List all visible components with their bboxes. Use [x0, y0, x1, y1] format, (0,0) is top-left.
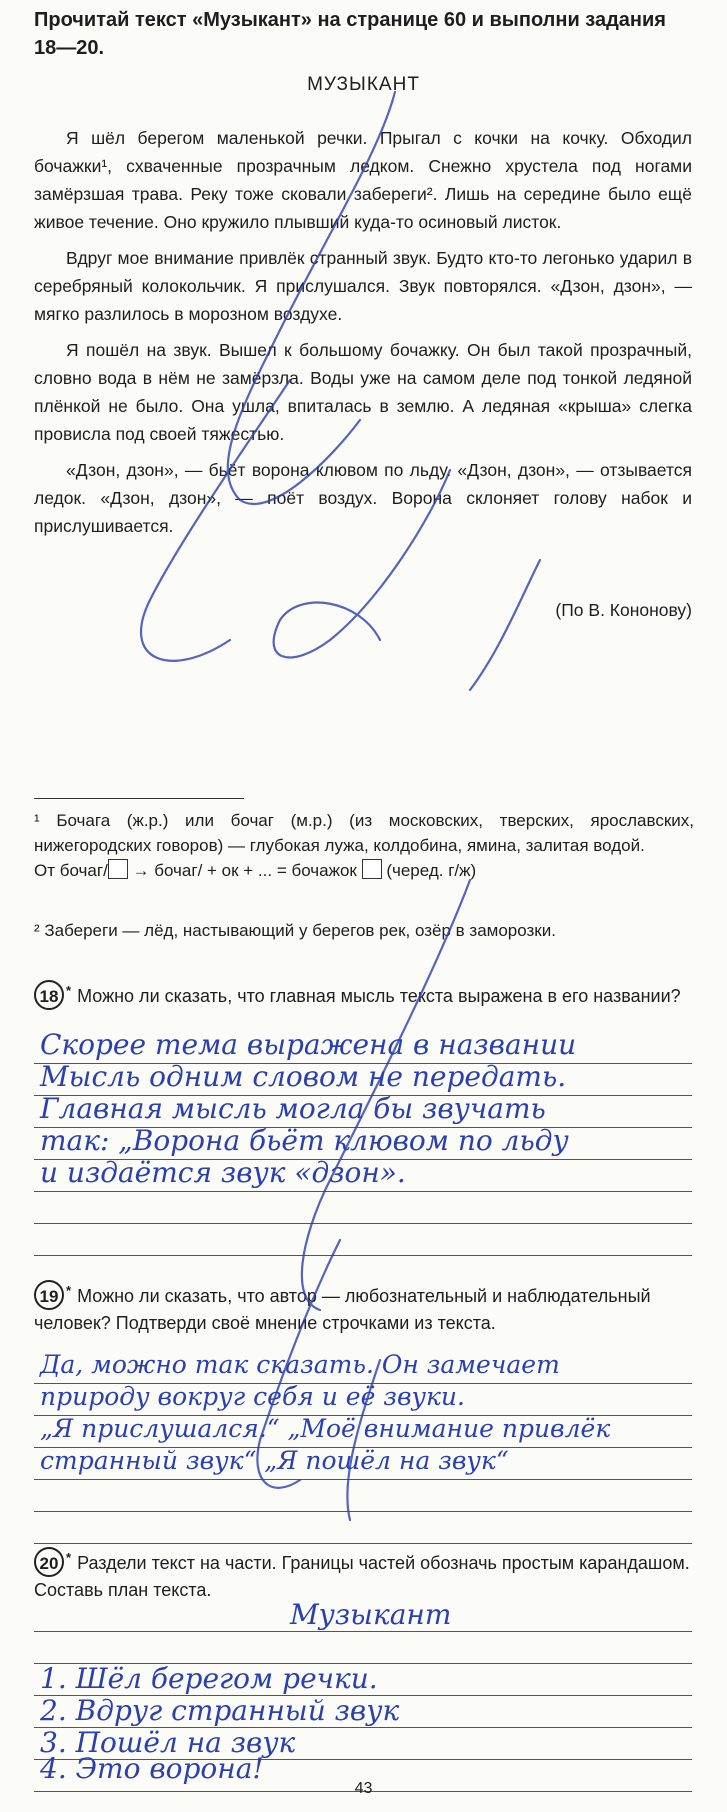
- footnote-2: ² Забереги — лёд, настывающий у берегов рек, озёр в заморозки.: [34, 921, 556, 940]
- answer-box[interactable]: [108, 859, 128, 879]
- paragraph: Я пошёл на звук. Вышел к большому бочажку. Он был такой прозрачный, словно вода в нём не замёрзла. Воды уже на самом деле под тонкой ледяной плёнкой не было. Она ушла, впиталась в землю. А ледяная «крыша» слегка провисла под своей тяжестью.: [34, 340, 692, 444]
- story-text: [34, 124, 692, 548]
- formula-end: (черед. г/ж): [381, 861, 477, 880]
- task-18: [34, 978, 694, 1010]
- task-question: Можно ли сказать, что главная мысль текста выражена в его названии?: [77, 986, 681, 1006]
- paragraph: «Дзон, дзон», — бьёт ворона клювом по льду. «Дзон, дзон», — отзывается ледок. «Дзон, дзон», — поёт воздух. Ворона склоняет голову набок и прислушивается.: [34, 460, 692, 536]
- attribution: (По В. Кононову): [555, 600, 692, 620]
- answer-line[interactable]: [34, 1192, 692, 1224]
- footnote-1-text: ¹ Бочага (ж.р.) или бочаг (м.р.) (из московских, тверских, ярославских, нижегородских говоров) — глубокая лужа, колдобина, ямина, залитая водой.: [34, 811, 694, 855]
- paragraph: Я шёл берегом маленькой речки. Прыгал с кочки на кочку. Обходил бочажки¹, схваченные прозрачным ледком. Снежно хрустела под ногами замёрзшая трава. Реку тоже сковали забереги². Лишь на середине было ещё живое течение. Оно кружило плывший куда-то осиновый листок.: [34, 128, 692, 232]
- task-number-badge: 18: [34, 980, 64, 1010]
- handwritten-answer-line: странный звук“ „Я пошёл на звук“: [40, 1446, 509, 1475]
- handwritten-answer-line: так: „Ворона бьёт клювом по льду: [40, 1124, 569, 1157]
- handwritten-plan-item: 3. Пошёл на звук: [40, 1726, 296, 1759]
- handwritten-answer-line: и издаётся звук «дзон».: [40, 1156, 406, 1189]
- task-question: Раздели текст на части. Границы частей обозначь простым карандашом. Составь план текста.: [34, 1553, 690, 1600]
- handwritten-answer-line: Мысль одним словом не передать.: [40, 1060, 567, 1093]
- formula-start: От бочаг/: [34, 861, 108, 880]
- handwritten-plan-title: Музыкант: [290, 1598, 452, 1631]
- footnote-separator: [34, 798, 244, 799]
- answer-line[interactable]: [34, 1224, 692, 1256]
- handwritten-plan-item: 1. Шёл берегом речки.: [40, 1662, 378, 1695]
- task-number-badge: 20: [34, 1547, 64, 1577]
- handwritten-answer-line: природу вокруг себя и её звуки.: [40, 1382, 465, 1411]
- footnote-1: [34, 808, 694, 883]
- handwritten-plan-item: 2. Вдруг странный звук: [40, 1694, 400, 1727]
- answer-line[interactable]: [34, 1632, 692, 1664]
- handwritten-answer-line: Скорее тема выражена в названии: [40, 1028, 577, 1061]
- handwritten-answer-line: „Я прислушался.“ „Моё внимание привлёк: [40, 1414, 611, 1443]
- task-number-badge: 19: [34, 1280, 64, 1310]
- text-title: МУЗЫКАНТ: [307, 74, 420, 95]
- formula-mid: → бочаг/ + ок + ... = бочажок: [127, 861, 357, 880]
- difficulty-star: *: [66, 983, 72, 998]
- difficulty-star: *: [66, 1550, 72, 1565]
- page-number: 43: [354, 1780, 373, 1797]
- task-question: Можно ли сказать, что автор — любознательный и наблюдательный человек? Подтверди своё мнение строчками из текста.: [34, 1286, 651, 1333]
- task-19: [34, 1278, 694, 1336]
- answer-line[interactable]: [34, 1480, 692, 1512]
- task-20: [34, 1545, 694, 1603]
- handwritten-plan-item: 4. Это ворона!: [40, 1752, 264, 1785]
- handwritten-answer-line: Да, можно так сказать. Он замечает: [40, 1350, 560, 1379]
- answer-box[interactable]: [362, 859, 382, 879]
- difficulty-star: *: [66, 1283, 72, 1298]
- footnote-1-formula: [34, 858, 694, 883]
- task-instruction: Прочитай текст «Музыкант» на странице 60 и выполни задания 18—20.: [34, 9, 666, 59]
- answer-line[interactable]: [34, 1512, 692, 1544]
- paragraph: Вдруг мое внимание привлёк странный звук. Будто кто-то легонько ударил в серебряный колокольчик. Я прислушался. Звук повторялся. «Дзон, дзон», — мягко разлилось в морозном воздухе.: [34, 248, 692, 324]
- handwritten-answer-line: Главная мысль могла бы звучать: [40, 1092, 546, 1125]
